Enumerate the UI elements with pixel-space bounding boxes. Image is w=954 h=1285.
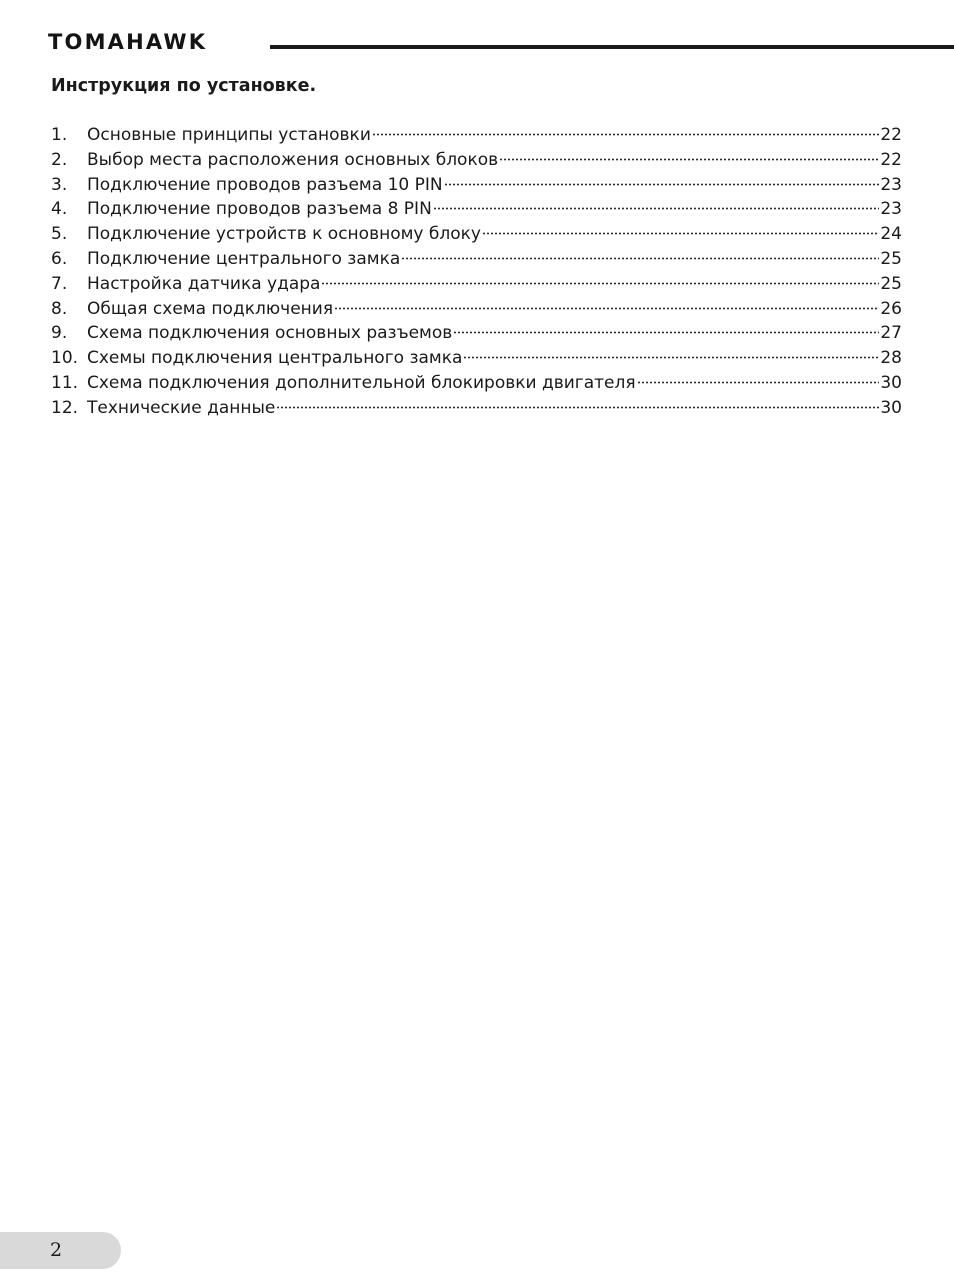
toc-entry-number: 4. [51,199,68,220]
toc-entry-page: 23 [880,199,902,220]
toc-entry-label: Общая схема подключения [87,298,334,319]
header-rule [270,45,954,49]
toc-entry[interactable] [51,297,902,322]
toc-dot-leader [372,133,879,136]
toc-entry-number: 11. [51,372,79,393]
toc-entry-page: 25 [880,273,902,294]
toc-entry[interactable] [51,321,902,346]
brand-logo: TOMAHAWK [48,30,208,54]
toc-entry-number: 12. [51,397,79,418]
toc-entry[interactable] [51,346,902,371]
toc-entry[interactable] [51,148,902,173]
toc-dot-leader [276,406,879,409]
toc-entry-label: Схемы подключения центрального замка [87,348,463,369]
toc-entry-number: 1. [51,125,68,145]
toc-entry-label: Подключение проводов разъема 8 PIN [87,199,432,220]
toc-entry-label: Выбор места расположения основных блоков [87,149,499,170]
toc-entry-label: Технические данные [87,397,276,418]
toc-entry-label: Подключение устройств к основному блоку [87,224,481,245]
toc-entry-page: 22 [880,149,902,170]
toc-entry-label: Схема подключения основных разъемов [87,323,453,344]
toc-entry-page: 30 [880,372,902,393]
toc-entry[interactable] [51,396,902,421]
toc-dot-leader [334,307,879,310]
toc-entry[interactable] [51,247,902,272]
toc-entry-number: 7. [51,273,68,294]
toc-entry-number: 5. [51,224,68,245]
toc-entry[interactable] [51,222,902,247]
toc-dot-leader [433,207,880,210]
toc-dot-leader [499,158,879,161]
page-header [48,28,954,54]
page-number: 2 [50,1239,63,1261]
toc-dot-leader [401,257,879,260]
table-of-contents [51,123,902,421]
toc-entry-label: Настройка датчика удара [87,273,321,294]
toc-entry-number: 6. [51,248,68,269]
toc-entry[interactable] [51,272,902,297]
toc-dot-leader [637,381,880,384]
toc-dot-leader [463,356,879,359]
toc-entry-page: 23 [880,174,902,195]
toc-dot-leader [321,282,879,285]
toc-entry-page: 28 [880,348,902,369]
toc-entry-number: 8. [51,298,68,319]
toc-entry-page: 25 [880,248,902,269]
toc-entry-label: Основные принципы установки [87,125,371,145]
toc-entry-label: Подключение центрального замка [87,248,401,269]
toc-entry-number: 9. [51,323,68,344]
toc-entry-number: 3. [51,174,68,195]
toc-entry-page: 27 [880,323,902,344]
toc-dot-leader [444,183,880,186]
page-title: Инструкция по установке. [51,76,317,96]
toc-entry[interactable] [51,123,902,148]
toc-entry-page: 30 [880,397,902,418]
toc-entry[interactable] [51,197,902,222]
toc-entry[interactable] [51,371,902,396]
page-number-tab [0,1232,121,1269]
toc-entry-number: 10. [51,348,79,369]
toc-entry[interactable] [51,173,902,198]
toc-dot-leader [453,331,879,334]
toc-entry-page: 22 [880,125,902,145]
toc-dot-leader [482,232,879,235]
toc-entry-label: Схема подключения дополнительной блокировки двигателя [87,372,636,393]
toc-entry-page: 26 [880,298,902,319]
toc-entry-page: 24 [880,224,902,245]
toc-entry-label: Подключение проводов разъема 10 PIN [87,174,443,195]
toc-entry-number: 2. [51,149,68,170]
